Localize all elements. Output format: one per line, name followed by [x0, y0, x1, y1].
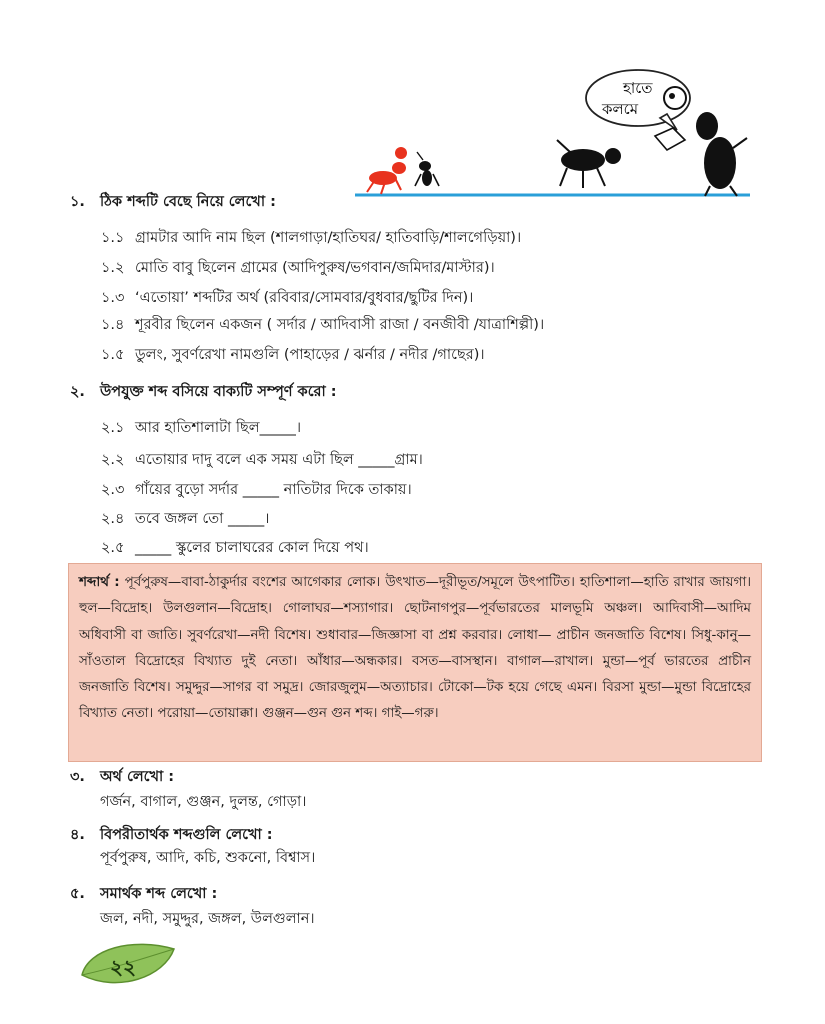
q4-title: বিপরীতার্থক শব্দগুলি লেখো : [100, 827, 273, 843]
glossary-heading: শব্দার্থ : [79, 575, 120, 590]
bubble-line2: কলমে [602, 100, 639, 118]
q5-heading: ৫. সমার্থক শব্দ লেখো : [70, 886, 218, 902]
q2-number: ২. [70, 384, 85, 400]
q5-body: জল, নদী, সমুদ্দুর, জঙ্গল, উলগুলান। [100, 911, 315, 927]
q1-item: ১.২ মোতি বাবু ছিলেন গ্রামের (আদিপুরুষ/ভগবান/জমিদার/মাস্টার)। [101, 260, 495, 276]
q2-heading [70, 382, 337, 402]
q5-title: সমার্থক শব্দ লেখো : [100, 886, 218, 902]
q4-heading: ৪. বিপরীতার্থক শব্দগুলি লেখো : [70, 827, 273, 843]
red-ant-icon [367, 147, 407, 194]
page-number: ২২ [110, 955, 137, 979]
q3-heading: ৩. অর্থ লেখো : [70, 769, 175, 785]
q2-item: ২.২ এতোয়ার দাদু বলে এক সময় এটা ছিল _____গ্রাম। [101, 452, 423, 468]
q1-number: ১. [70, 194, 85, 210]
q2-item: ২.১ আর হাতিশালাটা ছিল_____। [101, 420, 302, 436]
q1-item: ১.৫ ডুলং, সুবর্ণরেখা নামগুলি (পাহাড়ের / ঝর্নার / নদীর /গাছের)। [101, 347, 485, 363]
q1-item: ১.৩ ‘এতোয়া’ শব্দটির অর্থ (রবিবার/সোমবার/বুধবার/ছুটির দিন)। [101, 290, 474, 306]
q2-item: ২.৪ তবে জঙ্গল তো _____। [101, 511, 270, 527]
q1-item: ১.১ গ্রামটার আদি নাম ছিল (শালগাড়া/হাতিঘর/ হাতিবাড়ি/শালগেড়িয়া)। [101, 230, 522, 246]
reading-ant-icon [655, 87, 747, 196]
glossary-box [68, 563, 762, 762]
q3-title: অর্থ লেখো : [100, 769, 175, 785]
q2-item: ২.৫ _____ স্কুলের চালাঘরের কোল দিয়ে পথ। [101, 540, 369, 556]
q1-heading [70, 192, 276, 212]
bubble-line1: হাতে [623, 79, 653, 97]
glossary-text: পূর্বপুরুষ—বাবা-ঠাকুর্দার বংশের আগেকার লোক। উৎখাত—দূরীভূত/সমূলে উৎপাটিত। হাতিশালা—হাতি রাখার জায়গা। হুল—বিদ্রোহ। উলগুলান—বিদ্রোহ। গোলাঘর—শস্যাগার। ছোটনাগপুর—পূর্বভারতের মালভূমি অঞ্চল। আদিবাসী—আদিম অধিবাসী বা জাতি। সুবর্ণরেখা—নদী বিশেষ। শুধাবার—জিজ্ঞাসা বা প্রশ্ন করবার। লোধা— প্রাচীন জনজাতি বিশেষ। সিধু-কানু—সাঁওতাল বিদ্রোহের বিখ্যাত দুই নেতা। আঁধার—অন্ধকার। বসত—বাসস্থান। বাগাল—রাখাল। মুন্ডা—পূর্ব ভারতের প্রাচীন জনজাতি বিশেষ। সমুদ্দুর—সাগর বা সমুদ্র। জোরজুলুম—অত্যাচার। টোকো—টক হয়ে গেছে এমন। বিরসা মুন্ডা—মুন্ডা বিদ্রোহের বিখ্যাত নেতা। পরোয়া—তোয়াক্কা। গুঞ্জন—গুন গুন শব্দ। গাই—গরু। [79, 575, 751, 722]
q2-title: উপযুক্ত শব্দ বসিয়ে বাক্যটি সম্পূর্ণ করো : [100, 384, 337, 400]
hate-kalame-illustration [355, 68, 750, 198]
q2-item: ২.৩ গাঁয়ের বুড়ো সর্দার _____ নাতিটার দিকে তাকায়। [101, 482, 412, 498]
q3-body: গর্জন, বাগাল, গুঞ্জন, দুলন্ত, গোড়া। [100, 794, 307, 810]
q1-title: ঠিক শব্দটি বেছে নিয়ে লেখো : [100, 194, 276, 210]
small-black-ant-icon [415, 152, 439, 186]
q4-body: পূর্বপুরুষ, আদি, কচি, শুকনো, বিশ্বাস। [100, 850, 316, 866]
q1-item: ১.৪ শূরবীর ছিলেন একজন ( সর্দার / আদিবাসী রাজা / বনজীবী /যাত্রাশিল্পী)। [101, 317, 545, 333]
lying-ant-icon [557, 140, 621, 188]
